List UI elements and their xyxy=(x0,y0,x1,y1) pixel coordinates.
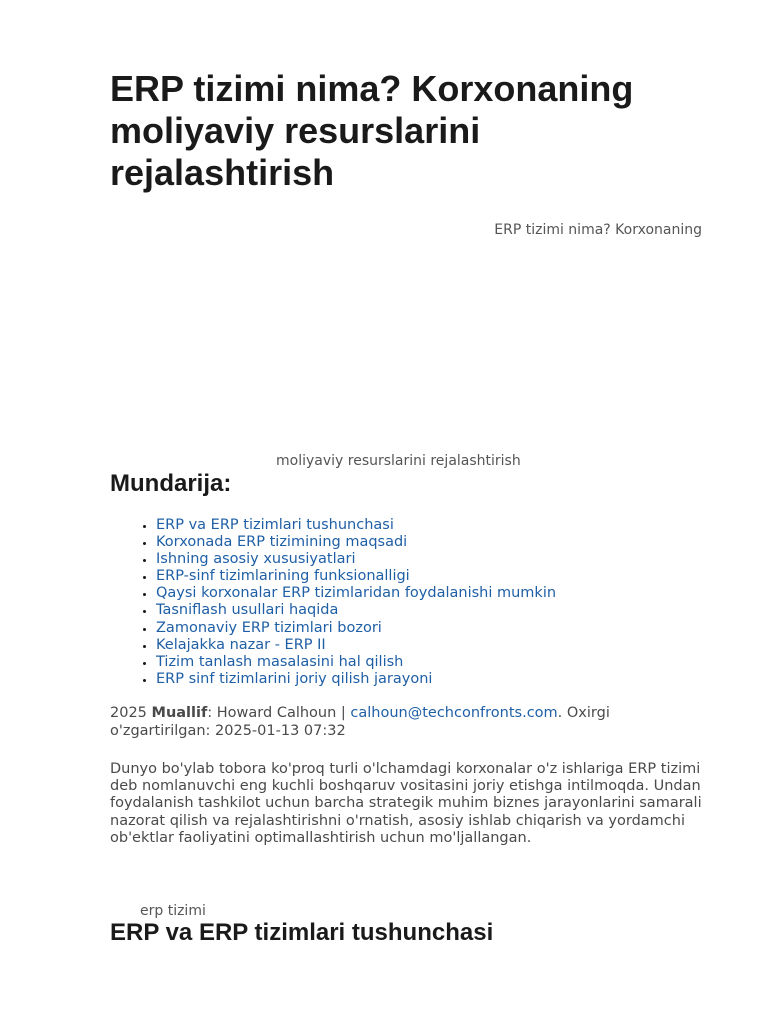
author-label: Muallif xyxy=(151,705,208,721)
toc-link-erp-concept[interactable]: ERP va ERP tizimlari tushunchasi xyxy=(156,517,394,533)
toc-link-classification[interactable]: Tasniflash usullari haqida xyxy=(156,602,339,619)
toc-item xyxy=(156,602,556,619)
toc-item xyxy=(156,637,556,654)
page-title: ERP tizimi nima? Korxonaning moliyaviy resurslarini rejalashtirish xyxy=(110,68,634,193)
toc-item xyxy=(156,585,556,602)
table-of-contents xyxy=(110,517,556,688)
section-image-alt: erp tizimi xyxy=(140,903,206,919)
toc-item xyxy=(156,568,556,585)
publish-year: 2025 xyxy=(110,705,147,721)
author-email-link[interactable]: calhoun@techconfronts.com xyxy=(350,705,558,721)
toc-item xyxy=(156,534,556,551)
toc-link-market[interactable]: Zamonaviy ERP tizimlari bozori xyxy=(156,619,382,636)
toc-item xyxy=(156,551,556,568)
toc-item xyxy=(156,671,556,688)
toc-link-implementation[interactable]: ERP sinf tizimlarini joriy qilish jarayoni xyxy=(156,670,433,687)
author-name: : Howard Calhoun | xyxy=(207,705,351,721)
intro-paragraph: Dunyo bo'ylab tobora ko'proq turli o'lchamdagi korxonalar o'z ishlariga ERP tizimi deb nomlanuvchi eng kuchli boshqaruv vositasini joriy etishga intilmoqda. Undan foydalanish tashkilot uchun barcha strategik muhim biznes jarayonlarini samarali nazorat qilish va rejalashtirishni o'rnatish, asosiy ishlab chiqarish va yordamchi ob'ektlar faoliyatini optimallashtirish uchun mo'ljallangan. xyxy=(110,761,702,846)
toc-heading: Mundarija: xyxy=(110,470,232,497)
article-image-alt-top: ERP tizimi nima? Korxonaning xyxy=(494,222,702,238)
toc-item xyxy=(156,517,556,534)
toc-link-system-choice[interactable]: Tizim tanlash masalasini hal qilish xyxy=(156,653,404,670)
toc-link-which-companies[interactable]: Qaysi korxonalar ERP tizimlaridan foydalanishi mumkin xyxy=(156,585,557,602)
article-image-alt-bottom: moliyaviy resurslarini rejalashtirish xyxy=(276,453,521,469)
toc-item xyxy=(156,620,556,637)
toc-link-erp-purpose[interactable]: Korxonada ERP tizimining maqsadi xyxy=(156,534,408,551)
section-heading: ERP va ERP tizimlari tushunchasi xyxy=(110,919,494,946)
last-modified: . Oxirgi o'zgartirilgan: 2025-01-13 07:32 xyxy=(110,705,610,739)
toc-link-erp-ii[interactable]: Kelajakka nazar - ERP II xyxy=(156,636,326,653)
toc-link-key-features[interactable]: Ishning asosiy xususiyatlari xyxy=(156,551,356,568)
toc-item xyxy=(156,654,556,671)
article-meta xyxy=(110,705,670,740)
toc-link-functionality[interactable]: ERP-sinf tizimlarining funksionalligi xyxy=(156,568,410,585)
